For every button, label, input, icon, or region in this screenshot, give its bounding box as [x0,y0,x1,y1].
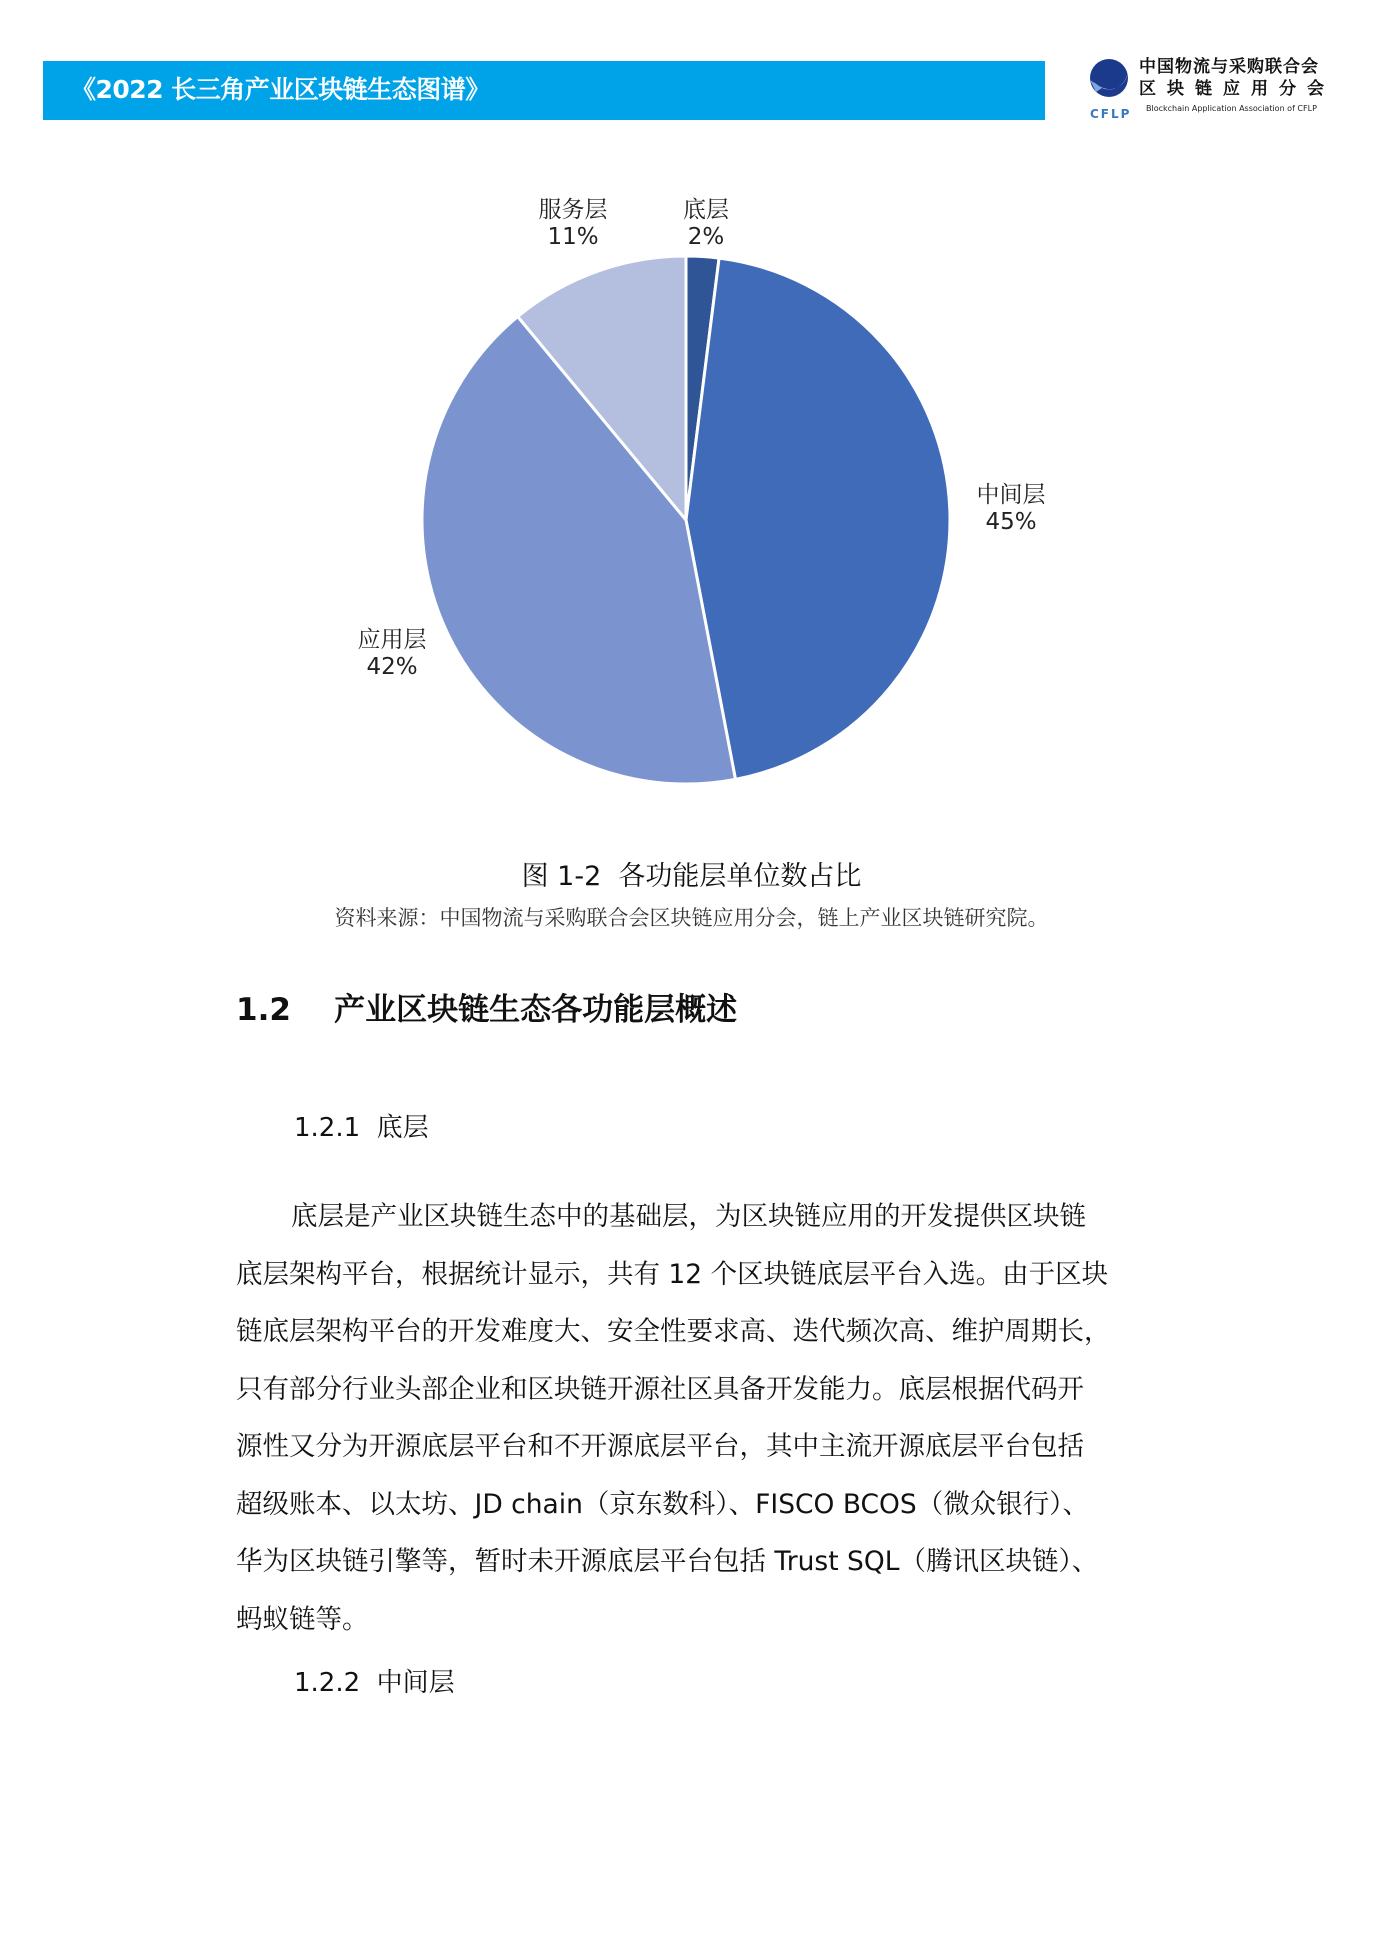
paragraph-line: 底层是产业区块链生态中的基础层，为区块链应用的开发提供区块链 [291,1201,1086,1232]
slice-percent: 11% [547,224,599,250]
logo-abbr: CFLP [1090,107,1132,121]
logo-line2: 区块链应用分会 [1139,79,1335,99]
paragraph-line: 只有部分行业头部企业和区块链开源社区具备开发能力。底层根据代码开 [236,1373,1084,1405]
slice-percent: 2% [687,224,725,250]
label-service-layer [539,197,608,251]
paragraph-line: 超级账本、以太坊、JD chain（京东数科）、FISCO BCOS（微众银行）、 [236,1488,1089,1520]
paragraph-line: 源性又分为开源底层平台和不开源底层平台，其中主流开源底层平台包括 [236,1431,1084,1462]
body-paragraph [236,1188,1136,1648]
label-application-layer [358,627,427,681]
subsection-heading-middle: 1.2.2 中间层 [294,1668,455,1698]
figure-caption: 图 1-2 各功能层单位数占比 [521,861,862,892]
figure-source: 资料来源：中国物流与采购联合会区块链应用分会，链上产业区块链研究院。 [334,906,1049,930]
document-title: 《2022 长三角产业区块链生态图谱》 [71,75,490,104]
slice-percent: 42% [366,654,418,680]
section-heading: 1.2 产业区块链生态各功能层概述 [236,992,738,1028]
paragraph-line: 华为区块链引擎等，暂时未开源底层平台包括 Trust SQL（腾讯区块链）、 [236,1546,1099,1577]
slice-name: 中间层 [976,482,1046,508]
slice-name: 服务层 [538,197,608,223]
logo-line1: 中国物流与采购联合会 [1139,57,1319,77]
label-base-layer [683,197,729,251]
paragraph-line: 蚂蚁链等。 [236,1603,369,1635]
label-middle-layer [977,482,1046,536]
paragraph-line: 链底层架构平台的开发难度大、安全性要求高、迭代频次高、维护周期长， [236,1316,1111,1347]
slice-percent: 45% [985,509,1037,535]
pie-slice-1 [686,258,950,779]
paragraph-line: 底层架构平台，根据统计显示，共有 12 个区块链底层平台入选。由于区块 [236,1258,1109,1290]
logo-english: Blockchain Application Association of CFLP [1146,104,1317,113]
slice-name: 底层 [683,197,729,223]
subsection-heading-base: 1.2.1 底层 [294,1113,429,1143]
slice-name: 应用层 [357,627,427,653]
pie-chart [0,0,1383,820]
